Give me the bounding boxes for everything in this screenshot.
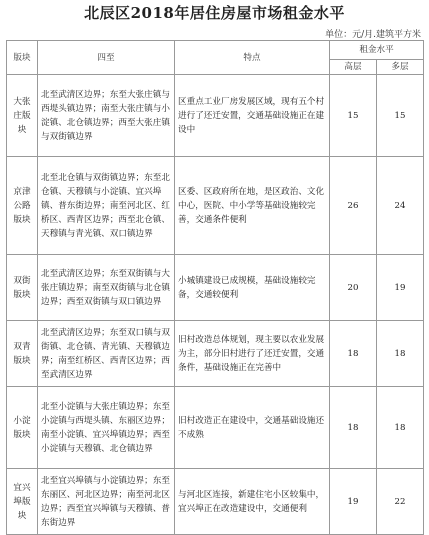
rent-high: 18 [330,387,377,469]
features-cell: 旧村改造正在建设中，交通基础设施还不成熟 [175,387,330,469]
boundary-cell: 北至小淀镇与大张庄镇边界；东至小淀镇与西堤头镇、东丽区边界；南至小淀镇、宜兴埠镇边界；西至小淀镇与天穆镇、北仓镇边界 [38,387,175,469]
features-cell: 与河北区连接，新建住宅小区较集中，宜兴埠正在改造建设中，交通便利 [175,469,330,535]
table-row [7,321,424,387]
features-cell: 旧村改造总体规划，现主要以农业发展为主，部分旧村进行了还迁安置，交通条件，基础设施正在完善中 [175,321,330,387]
features-cell: 小城镇建设已成规模，基础设施较完备，交通较便利 [175,255,330,321]
rent-table [6,40,424,535]
features-cell: 区重点工业厂房发展区域，现有五个村进行了还迁安置，交通基础设施正在建设中 [175,75,330,157]
rent-high: 26 [330,157,377,255]
table-row [7,387,424,469]
header-high: 高层 [330,60,377,75]
block-name: 京津公路版块 [7,157,38,255]
header-block: 版块 [7,41,38,75]
header-rent: 租金水平 [330,41,424,60]
rent-multi: 18 [377,321,424,387]
rent-high: 19 [330,469,377,535]
rent-multi: 18 [377,387,424,469]
boundary-cell: 北至宜兴埠镇与小淀镇边界；东至东丽区、河北区边界；南至河北区边界；西至宜兴埠镇与天穆镇、普东街边界 [38,469,175,535]
table-row [7,469,424,535]
rent-multi: 24 [377,157,424,255]
header-features: 特点 [175,41,330,75]
boundary-cell: 北至武清区边界；东至双口镇与双街镇、北仓镇、青光镇、天穆镇边界；南至红桥区、西青区边界；西至武清区边界 [38,321,175,387]
rent-high: 15 [330,75,377,157]
block-name: 大张庄版块 [7,75,38,157]
table-row [7,157,424,255]
table-row [7,75,424,157]
rent-multi: 15 [377,75,424,157]
rent-high: 20 [330,255,377,321]
block-name: 双青版块 [7,321,38,387]
page-title: 北辰区2018年居住房屋市场租金水平 [84,4,345,22]
block-name: 双街版块 [7,255,38,321]
header-multi: 多层 [377,60,424,75]
table-row [7,255,424,321]
header-boundary: 四至 [38,41,175,75]
block-name: 小淀版块 [7,387,38,469]
block-name: 宜兴埠版块 [7,469,38,535]
boundary-cell: 北至北仓镇与双街镇边界；东至北仓镇、天穆镇与小淀镇、宜兴埠镇、普东街边界；南至河北区、红桥区、西青区边界；西至北仓镇、天穆镇与青光镇、双口镇边界 [38,157,175,255]
rent-multi: 19 [377,255,424,321]
unit-label: 单位：元/月.建筑平方米 [325,30,421,40]
boundary-cell: 北至武清区边界；东至大张庄镇与西堤头镇边界；南至大张庄镇与小淀镇、北仓镇边界；西至大张庄镇与双街镇边界 [38,75,175,157]
features-cell: 区委、区政府所在地，是区政治、文化中心，医院、中小学等基础设施较完善，交通条件便利 [175,157,330,255]
rent-multi: 22 [377,469,424,535]
rent-high: 18 [330,321,377,387]
boundary-cell: 北至武清区边界；东至双街镇与大张庄镇边界；南至双街镇与北仓镇边界；西至双街镇与双口镇边界 [38,255,175,321]
